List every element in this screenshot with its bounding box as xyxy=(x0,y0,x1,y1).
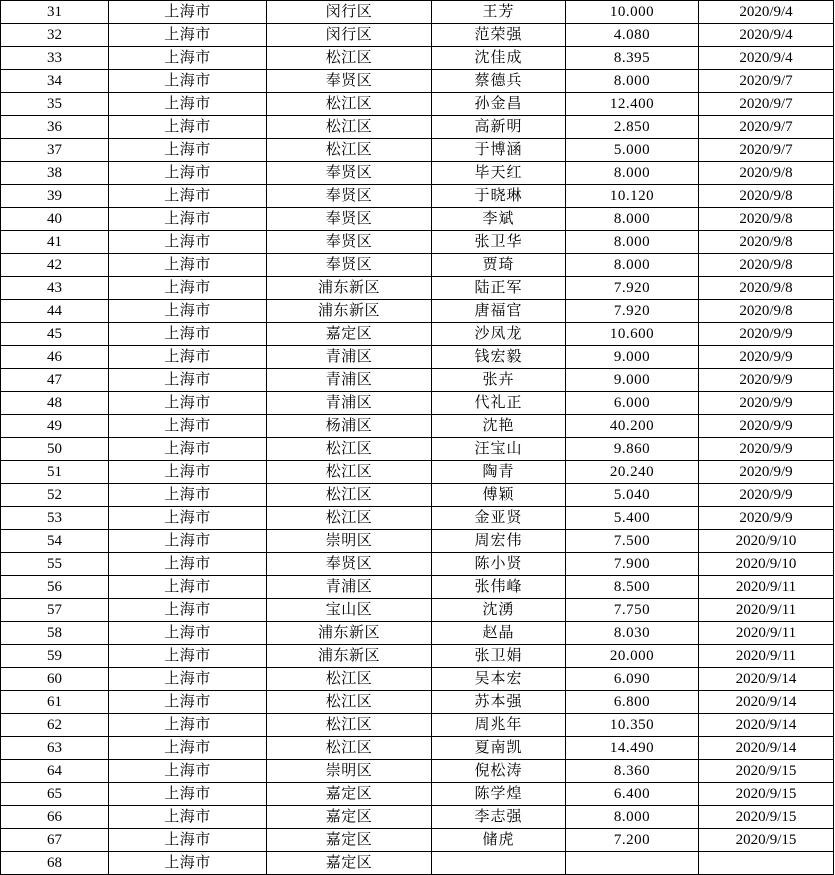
table-cell-city[interactable]: 上海市 xyxy=(109,254,267,277)
table-row[interactable] xyxy=(1,185,834,208)
table-row[interactable] xyxy=(1,254,834,277)
table-cell-district[interactable]: 奉贤区 xyxy=(267,231,432,254)
table-cell-amount[interactable]: 6.000 xyxy=(566,392,699,415)
table-cell-index[interactable]: 39 xyxy=(1,185,109,208)
table-cell-date[interactable]: 2020/9/7 xyxy=(699,116,834,139)
table-cell-date[interactable]: 2020/9/10 xyxy=(699,553,834,576)
table-cell-city[interactable]: 上海市 xyxy=(109,369,267,392)
table-cell-index[interactable]: 62 xyxy=(1,714,109,737)
table-cell-date[interactable]: 2020/9/8 xyxy=(699,231,834,254)
table-cell-index[interactable]: 54 xyxy=(1,530,109,553)
table-cell-name[interactable]: 张卫华 xyxy=(432,231,566,254)
table-row[interactable] xyxy=(1,392,834,415)
table-cell-date[interactable]: 2020/9/9 xyxy=(699,392,834,415)
table-cell-index[interactable]: 58 xyxy=(1,622,109,645)
table-row[interactable] xyxy=(1,691,834,714)
table-cell-city[interactable]: 上海市 xyxy=(109,185,267,208)
table-cell-index[interactable]: 49 xyxy=(1,415,109,438)
table-cell-amount[interactable]: 5.400 xyxy=(566,507,699,530)
table-cell-name[interactable]: 贾琦 xyxy=(432,254,566,277)
table-cell-index[interactable]: 34 xyxy=(1,70,109,93)
table-row[interactable] xyxy=(1,369,834,392)
table-cell-date[interactable]: 2020/9/9 xyxy=(699,346,834,369)
table-cell-index[interactable]: 38 xyxy=(1,162,109,185)
table-cell-index[interactable]: 67 xyxy=(1,829,109,852)
table-cell-amount[interactable]: 10.120 xyxy=(566,185,699,208)
table-cell-date[interactable]: 2020/9/8 xyxy=(699,185,834,208)
table-cell-city[interactable]: 上海市 xyxy=(109,70,267,93)
table-cell-index[interactable]: 65 xyxy=(1,783,109,806)
table-cell-date[interactable]: 2020/9/10 xyxy=(699,530,834,553)
table-cell-name[interactable]: 张卉 xyxy=(432,369,566,392)
table-cell-name[interactable]: 沈湧 xyxy=(432,599,566,622)
table-cell-city[interactable]: 上海市 xyxy=(109,553,267,576)
table-cell-city[interactable]: 上海市 xyxy=(109,599,267,622)
table-row[interactable] xyxy=(1,576,834,599)
table-cell-district[interactable]: 闵行区 xyxy=(267,24,432,47)
table-cell-name[interactable]: 钱宏毅 xyxy=(432,346,566,369)
table-cell-district[interactable]: 浦东新区 xyxy=(267,277,432,300)
table-cell-district[interactable]: 闵行区 xyxy=(267,1,432,24)
table-cell-name[interactable]: 傅颖 xyxy=(432,484,566,507)
table-cell-date[interactable]: 2020/9/7 xyxy=(699,70,834,93)
table-cell-name[interactable]: 夏南凯 xyxy=(432,737,566,760)
table-cell-date[interactable] xyxy=(699,852,834,875)
table-cell-name[interactable]: 李志强 xyxy=(432,806,566,829)
table-cell-city[interactable]: 上海市 xyxy=(109,277,267,300)
table-cell-city[interactable]: 上海市 xyxy=(109,392,267,415)
table-cell-index[interactable]: 33 xyxy=(1,47,109,70)
table-cell-index[interactable]: 41 xyxy=(1,231,109,254)
table-row[interactable] xyxy=(1,829,834,852)
table-cell-index[interactable]: 42 xyxy=(1,254,109,277)
table-cell-date[interactable]: 2020/9/8 xyxy=(699,254,834,277)
table-cell-city[interactable]: 上海市 xyxy=(109,622,267,645)
table-cell-index[interactable]: 37 xyxy=(1,139,109,162)
table-cell-city[interactable]: 上海市 xyxy=(109,576,267,599)
table-cell-date[interactable]: 2020/9/7 xyxy=(699,93,834,116)
table-row[interactable] xyxy=(1,668,834,691)
table-cell-amount[interactable]: 8.030 xyxy=(566,622,699,645)
table-cell-date[interactable]: 2020/9/15 xyxy=(699,806,834,829)
table-row[interactable] xyxy=(1,622,834,645)
table-cell-amount[interactable]: 12.400 xyxy=(566,93,699,116)
table-cell-city[interactable]: 上海市 xyxy=(109,714,267,737)
table-cell-district[interactable]: 嘉定区 xyxy=(267,783,432,806)
table-row[interactable] xyxy=(1,70,834,93)
table-cell-city[interactable]: 上海市 xyxy=(109,47,267,70)
table-cell-name[interactable]: 沈艳 xyxy=(432,415,566,438)
table-cell-district[interactable]: 浦东新区 xyxy=(267,300,432,323)
table-cell-city[interactable]: 上海市 xyxy=(109,93,267,116)
table-cell-index[interactable]: 57 xyxy=(1,599,109,622)
table-cell-city[interactable]: 上海市 xyxy=(109,852,267,875)
table-cell-name[interactable]: 吴本宏 xyxy=(432,668,566,691)
table-cell-name[interactable]: 代礼正 xyxy=(432,392,566,415)
table-cell-district[interactable]: 奉贤区 xyxy=(267,70,432,93)
table-row[interactable] xyxy=(1,231,834,254)
table-cell-district[interactable]: 青浦区 xyxy=(267,576,432,599)
table-cell-amount[interactable]: 7.750 xyxy=(566,599,699,622)
table-cell-amount[interactable]: 9.000 xyxy=(566,369,699,392)
table-cell-district[interactable]: 松江区 xyxy=(267,93,432,116)
table-row[interactable] xyxy=(1,737,834,760)
table-cell-date[interactable]: 2020/9/9 xyxy=(699,438,834,461)
table-cell-district[interactable]: 奉贤区 xyxy=(267,185,432,208)
table-cell-district[interactable]: 嘉定区 xyxy=(267,829,432,852)
table-cell-index[interactable]: 52 xyxy=(1,484,109,507)
table-cell-city[interactable]: 上海市 xyxy=(109,760,267,783)
table-cell-district[interactable]: 浦东新区 xyxy=(267,622,432,645)
table-cell-date[interactable]: 2020/9/14 xyxy=(699,691,834,714)
table-cell-name[interactable]: 唐福官 xyxy=(432,300,566,323)
table-cell-name[interactable]: 陆正军 xyxy=(432,277,566,300)
table-cell-name[interactable]: 孙金昌 xyxy=(432,93,566,116)
table-cell-amount[interactable]: 40.200 xyxy=(566,415,699,438)
table-cell-name[interactable]: 陈学煌 xyxy=(432,783,566,806)
table-cell-date[interactable]: 2020/9/8 xyxy=(699,300,834,323)
table-cell-date[interactable]: 2020/9/9 xyxy=(699,507,834,530)
table-row[interactable] xyxy=(1,1,834,24)
table-row[interactable] xyxy=(1,116,834,139)
table-cell-name[interactable]: 苏本强 xyxy=(432,691,566,714)
table-body xyxy=(1,1,834,875)
table-cell-district[interactable]: 奉贤区 xyxy=(267,208,432,231)
table-cell-index[interactable]: 43 xyxy=(1,277,109,300)
table-cell-amount[interactable]: 6.090 xyxy=(566,668,699,691)
table-cell-district[interactable]: 嘉定区 xyxy=(267,852,432,875)
table-cell-index[interactable]: 46 xyxy=(1,346,109,369)
table-cell-index[interactable]: 35 xyxy=(1,93,109,116)
table-cell-city[interactable]: 上海市 xyxy=(109,139,267,162)
table-cell-date[interactable]: 2020/9/15 xyxy=(699,760,834,783)
table-cell-amount[interactable]: 14.490 xyxy=(566,737,699,760)
table-cell-date[interactable]: 2020/9/8 xyxy=(699,277,834,300)
table-cell-amount[interactable]: 7.500 xyxy=(566,530,699,553)
table-cell-amount[interactable]: 6.800 xyxy=(566,691,699,714)
table-cell-district[interactable]: 松江区 xyxy=(267,714,432,737)
table-cell-index[interactable]: 63 xyxy=(1,737,109,760)
table-cell-amount[interactable]: 5.000 xyxy=(566,139,699,162)
table-cell-city[interactable]: 上海市 xyxy=(109,530,267,553)
table-cell-date[interactable]: 2020/9/4 xyxy=(699,47,834,70)
table-cell-district[interactable]: 嘉定区 xyxy=(267,323,432,346)
table-cell-district[interactable]: 松江区 xyxy=(267,668,432,691)
table-cell-amount[interactable]: 20.000 xyxy=(566,645,699,668)
table-cell-city[interactable]: 上海市 xyxy=(109,231,267,254)
table-row[interactable] xyxy=(1,208,834,231)
table-cell-district[interactable]: 青浦区 xyxy=(267,346,432,369)
table-cell-amount[interactable]: 2.850 xyxy=(566,116,699,139)
table-cell-index[interactable]: 60 xyxy=(1,668,109,691)
table-cell-name[interactable]: 毕天红 xyxy=(432,162,566,185)
table-cell-index[interactable]: 44 xyxy=(1,300,109,323)
table-cell-amount[interactable]: 10.000 xyxy=(566,1,699,24)
table-cell-amount[interactable]: 8.000 xyxy=(566,162,699,185)
table-cell-date[interactable]: 2020/9/11 xyxy=(699,645,834,668)
table-cell-district[interactable]: 松江区 xyxy=(267,507,432,530)
table-cell-date[interactable]: 2020/9/9 xyxy=(699,415,834,438)
table-cell-city[interactable]: 上海市 xyxy=(109,645,267,668)
table-cell-date[interactable]: 2020/9/9 xyxy=(699,484,834,507)
table-cell-district[interactable]: 奉贤区 xyxy=(267,553,432,576)
table-cell-amount[interactable]: 7.200 xyxy=(566,829,699,852)
table-row[interactable] xyxy=(1,300,834,323)
table-cell-index[interactable]: 47 xyxy=(1,369,109,392)
table-cell-date[interactable]: 2020/9/8 xyxy=(699,162,834,185)
table-cell-date[interactable]: 2020/9/9 xyxy=(699,461,834,484)
table-cell-district[interactable]: 宝山区 xyxy=(267,599,432,622)
table-cell-index[interactable]: 61 xyxy=(1,691,109,714)
table-cell-name[interactable]: 储虎 xyxy=(432,829,566,852)
table-cell-date[interactable]: 2020/9/15 xyxy=(699,829,834,852)
table-cell-name[interactable]: 范荣强 xyxy=(432,24,566,47)
table-cell-amount[interactable]: 9.860 xyxy=(566,438,699,461)
table-row[interactable] xyxy=(1,47,834,70)
table-cell-date[interactable]: 2020/9/14 xyxy=(699,668,834,691)
table-cell-city[interactable]: 上海市 xyxy=(109,1,267,24)
table-row[interactable] xyxy=(1,852,834,875)
table-row[interactable] xyxy=(1,438,834,461)
table-cell-district[interactable]: 杨浦区 xyxy=(267,415,432,438)
table-cell-name[interactable]: 陶青 xyxy=(432,461,566,484)
table-row[interactable] xyxy=(1,783,834,806)
table-cell-amount[interactable]: 20.240 xyxy=(566,461,699,484)
table-cell-date[interactable]: 2020/9/11 xyxy=(699,576,834,599)
table-cell-district[interactable]: 松江区 xyxy=(267,116,432,139)
table-cell-amount[interactable]: 8.000 xyxy=(566,70,699,93)
table-cell-city[interactable]: 上海市 xyxy=(109,668,267,691)
table-cell-name[interactable]: 倪松涛 xyxy=(432,760,566,783)
table-cell-name[interactable]: 王芳 xyxy=(432,1,566,24)
table-cell-district[interactable]: 松江区 xyxy=(267,691,432,714)
table-row[interactable] xyxy=(1,553,834,576)
table-cell-name[interactable]: 高新明 xyxy=(432,116,566,139)
table-row[interactable] xyxy=(1,162,834,185)
table-cell-city[interactable]: 上海市 xyxy=(109,737,267,760)
table-cell-district[interactable]: 松江区 xyxy=(267,47,432,70)
table-cell-city[interactable]: 上海市 xyxy=(109,783,267,806)
table-cell-date[interactable]: 2020/9/7 xyxy=(699,139,834,162)
table-row[interactable] xyxy=(1,507,834,530)
table-cell-name[interactable]: 周兆年 xyxy=(432,714,566,737)
table-cell-index[interactable]: 66 xyxy=(1,806,109,829)
table-cell-date[interactable]: 2020/9/9 xyxy=(699,369,834,392)
table-cell-amount[interactable]: 8.000 xyxy=(566,208,699,231)
table-cell-date[interactable]: 2020/9/11 xyxy=(699,622,834,645)
table-cell-city[interactable]: 上海市 xyxy=(109,208,267,231)
table-cell-amount[interactable]: 10.600 xyxy=(566,323,699,346)
table-cell-district[interactable]: 青浦区 xyxy=(267,369,432,392)
table-cell-name[interactable]: 蔡德兵 xyxy=(432,70,566,93)
table-cell-city[interactable]: 上海市 xyxy=(109,300,267,323)
table-row[interactable] xyxy=(1,139,834,162)
table-cell-index[interactable]: 55 xyxy=(1,553,109,576)
table-cell-amount[interactable]: 7.920 xyxy=(566,300,699,323)
table-cell-name[interactable]: 赵晶 xyxy=(432,622,566,645)
table-cell-district[interactable]: 青浦区 xyxy=(267,392,432,415)
table-cell-name[interactable]: 李斌 xyxy=(432,208,566,231)
table-row[interactable] xyxy=(1,323,834,346)
table-cell-name[interactable] xyxy=(432,852,566,875)
table-cell-amount[interactable]: 8.395 xyxy=(566,47,699,70)
table-cell-amount[interactable]: 7.920 xyxy=(566,277,699,300)
table-cell-index[interactable]: 68 xyxy=(1,852,109,875)
table-cell-city[interactable]: 上海市 xyxy=(109,806,267,829)
table-cell-index[interactable]: 64 xyxy=(1,760,109,783)
table-cell-district[interactable]: 松江区 xyxy=(267,438,432,461)
table-cell-index[interactable]: 48 xyxy=(1,392,109,415)
table-cell-name[interactable]: 周宏伟 xyxy=(432,530,566,553)
table-cell-district[interactable]: 奉贤区 xyxy=(267,254,432,277)
table-cell-city[interactable]: 上海市 xyxy=(109,116,267,139)
table-cell-name[interactable]: 沙凤龙 xyxy=(432,323,566,346)
table-cell-amount[interactable]: 6.400 xyxy=(566,783,699,806)
table-cell-amount[interactable]: 8.000 xyxy=(566,231,699,254)
table-cell-amount[interactable]: 8.000 xyxy=(566,806,699,829)
table-cell-city[interactable]: 上海市 xyxy=(109,507,267,530)
table-cell-amount[interactable]: 7.900 xyxy=(566,553,699,576)
table-cell-city[interactable]: 上海市 xyxy=(109,323,267,346)
table-cell-date[interactable]: 2020/9/4 xyxy=(699,24,834,47)
table-cell-index[interactable]: 59 xyxy=(1,645,109,668)
table-cell-city[interactable]: 上海市 xyxy=(109,484,267,507)
table-cell-date[interactable]: 2020/9/15 xyxy=(699,783,834,806)
table-cell-name[interactable]: 沈佳成 xyxy=(432,47,566,70)
table-cell-amount[interactable]: 10.350 xyxy=(566,714,699,737)
table-row[interactable] xyxy=(1,806,834,829)
table-cell-city[interactable]: 上海市 xyxy=(109,438,267,461)
table-cell-district[interactable]: 浦东新区 xyxy=(267,645,432,668)
table-row[interactable] xyxy=(1,415,834,438)
table-cell-city[interactable]: 上海市 xyxy=(109,346,267,369)
table-row[interactable] xyxy=(1,599,834,622)
table-cell-date[interactable]: 2020/9/11 xyxy=(699,599,834,622)
table-cell-name[interactable]: 汪宝山 xyxy=(432,438,566,461)
table-cell-index[interactable]: 45 xyxy=(1,323,109,346)
table-row[interactable] xyxy=(1,760,834,783)
table-cell-name[interactable]: 金亚贤 xyxy=(432,507,566,530)
table-cell-city[interactable]: 上海市 xyxy=(109,162,267,185)
table-cell-district[interactable]: 松江区 xyxy=(267,461,432,484)
table-row[interactable] xyxy=(1,346,834,369)
table-cell-index[interactable]: 50 xyxy=(1,438,109,461)
table-cell-index[interactable]: 36 xyxy=(1,116,109,139)
table-row[interactable] xyxy=(1,93,834,116)
table-cell-district[interactable]: 松江区 xyxy=(267,737,432,760)
table-cell-city[interactable]: 上海市 xyxy=(109,24,267,47)
table-cell-index[interactable]: 53 xyxy=(1,507,109,530)
table-cell-index[interactable]: 56 xyxy=(1,576,109,599)
table-row[interactable] xyxy=(1,277,834,300)
table-cell-amount[interactable]: 8.360 xyxy=(566,760,699,783)
table-cell-name[interactable]: 张卫娟 xyxy=(432,645,566,668)
table-row[interactable] xyxy=(1,461,834,484)
table-cell-name[interactable]: 于博涵 xyxy=(432,139,566,162)
table-cell-amount[interactable]: 4.080 xyxy=(566,24,699,47)
table-cell-city[interactable]: 上海市 xyxy=(109,829,267,852)
table-cell-district[interactable]: 松江区 xyxy=(267,484,432,507)
table-cell-index[interactable]: 32 xyxy=(1,24,109,47)
table-cell-district[interactable]: 嘉定区 xyxy=(267,806,432,829)
table-row[interactable] xyxy=(1,645,834,668)
table-cell-date[interactable]: 2020/9/14 xyxy=(699,714,834,737)
table-cell-index[interactable]: 40 xyxy=(1,208,109,231)
table-row[interactable] xyxy=(1,484,834,507)
table-row[interactable] xyxy=(1,24,834,47)
table-cell-city[interactable]: 上海市 xyxy=(109,461,267,484)
table-cell-date[interactable]: 2020/9/4 xyxy=(699,1,834,24)
table-cell-district[interactable]: 松江区 xyxy=(267,139,432,162)
table-cell-date[interactable]: 2020/9/9 xyxy=(699,323,834,346)
table-row[interactable] xyxy=(1,714,834,737)
table-cell-date[interactable]: 2020/9/14 xyxy=(699,737,834,760)
table-cell-name[interactable]: 陈小贤 xyxy=(432,553,566,576)
table-cell-index[interactable]: 31 xyxy=(1,1,109,24)
table-cell-district[interactable]: 奉贤区 xyxy=(267,162,432,185)
table-cell-district[interactable]: 崇明区 xyxy=(267,760,432,783)
table-cell-city[interactable]: 上海市 xyxy=(109,415,267,438)
table-cell-amount[interactable] xyxy=(566,852,699,875)
table-cell-city[interactable]: 上海市 xyxy=(109,691,267,714)
table-cell-amount[interactable]: 8.000 xyxy=(566,254,699,277)
table-cell-name[interactable]: 张伟峰 xyxy=(432,576,566,599)
table-cell-amount[interactable]: 8.500 xyxy=(566,576,699,599)
table-cell-amount[interactable]: 5.040 xyxy=(566,484,699,507)
table-cell-district[interactable]: 崇明区 xyxy=(267,530,432,553)
table-cell-name[interactable]: 于晓琳 xyxy=(432,185,566,208)
table-cell-amount[interactable]: 9.000 xyxy=(566,346,699,369)
table-cell-date[interactable]: 2020/9/8 xyxy=(699,208,834,231)
table-cell-index[interactable]: 51 xyxy=(1,461,109,484)
table-row[interactable] xyxy=(1,530,834,553)
